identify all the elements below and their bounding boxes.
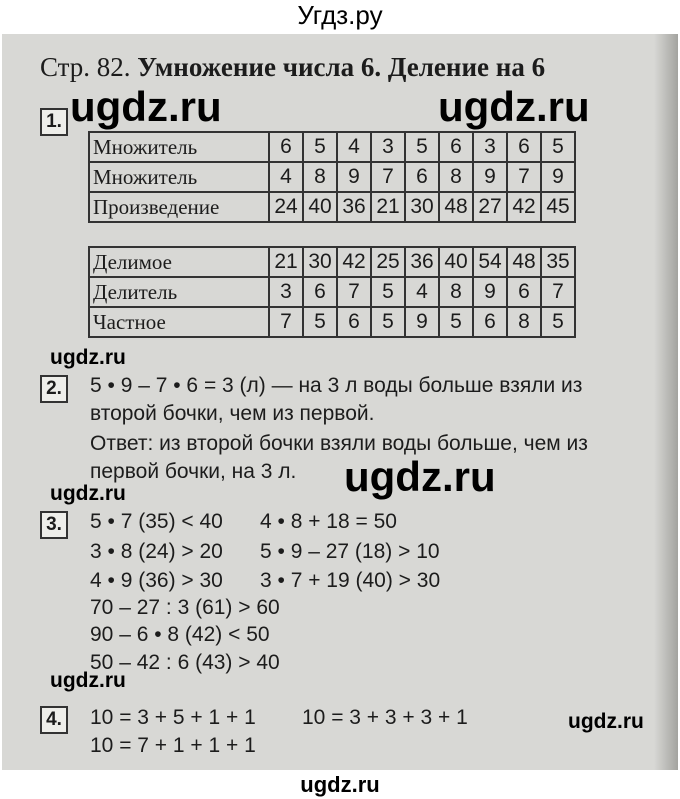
row-label: Делитель	[89, 277, 269, 307]
table-cell: 5	[541, 132, 575, 162]
solution-line: второй бочки, чем из первой.	[90, 402, 375, 425]
table-cell: 7	[541, 277, 575, 307]
comparison: 50 – 42 : 6 (43) > 40	[90, 651, 280, 674]
table-cell: 6	[473, 307, 507, 337]
table-row	[89, 277, 575, 307]
comparison: 5 • 7 (35) < 40	[90, 510, 223, 533]
table-cell: 9	[541, 162, 575, 192]
table-cell: 5	[371, 307, 405, 337]
table-cell: 8	[439, 162, 473, 192]
table-cell: 42	[337, 247, 371, 277]
watermark: ugdz.ru	[344, 453, 496, 500]
table-cell: 5	[439, 307, 473, 337]
equation: 10 = 3 + 5 + 1 + 1	[90, 706, 256, 729]
page-heading	[40, 51, 545, 83]
table-cell: 45	[541, 192, 575, 222]
equation: 10 = 7 + 1 + 1 + 1	[90, 734, 256, 757]
task-number: 4.	[40, 706, 68, 734]
equation: 10 = 3 + 3 + 3 + 1	[302, 706, 468, 729]
table-cell: 27	[473, 192, 507, 222]
watermark: ugdz.ru	[50, 669, 126, 692]
table-cell: 30	[405, 192, 439, 222]
comparison: 4 • 8 + 18 = 50	[260, 510, 397, 533]
table-cell: 24	[269, 192, 303, 222]
task-number: 2.	[40, 375, 68, 403]
table-cell: 25	[371, 247, 405, 277]
table-cell: 3	[473, 132, 507, 162]
table-cell: 36	[337, 192, 371, 222]
table-cell: 3	[269, 277, 303, 307]
comparison: 3 • 8 (24) > 20	[90, 540, 223, 563]
answer-line: первой бочки, на 3 л.	[90, 460, 297, 483]
table-cell: 8	[303, 162, 337, 192]
multiplication-table	[88, 131, 576, 223]
table-cell: 6	[337, 307, 371, 337]
table-cell: 8	[439, 277, 473, 307]
table-cell: 5	[541, 307, 575, 337]
table-cell: 7	[371, 162, 405, 192]
comparison: 4 • 9 (36) > 30	[90, 569, 223, 592]
comparison: 90 – 6 • 8 (42) < 50	[90, 623, 270, 646]
table-cell: 48	[507, 247, 541, 277]
table-cell: 9	[405, 307, 439, 337]
table-cell: 40	[303, 192, 337, 222]
table-cell: 5	[303, 307, 337, 337]
table-cell: 6	[405, 162, 439, 192]
table-cell: 5	[371, 277, 405, 307]
table-cell: 5	[405, 132, 439, 162]
site-header: Угдз.ру	[0, 0, 680, 34]
table-cell: 6	[507, 277, 541, 307]
watermark: ugdz.ru	[568, 710, 644, 733]
table-cell: 21	[269, 247, 303, 277]
task-number: 1.	[40, 108, 68, 136]
comparison: 70 – 27 : 3 (61) > 60	[90, 596, 280, 619]
table-cell: 54	[473, 247, 507, 277]
table-cell: 40	[439, 247, 473, 277]
table-cell: 9	[473, 162, 507, 192]
table-cell: 7	[269, 307, 303, 337]
watermark: ugdz.ru	[438, 83, 590, 130]
table-cell: 6	[439, 132, 473, 162]
table-cell: 48	[439, 192, 473, 222]
textbook-page	[2, 34, 678, 770]
table-cell: 4	[337, 132, 371, 162]
site-footer: ugdz.ru	[0, 770, 680, 799]
solution-line: 5 • 9 – 7 • 6 = 3 (л) — на 3 л воды больше взяли из	[90, 374, 583, 397]
task-number: 3.	[40, 511, 68, 539]
table-cell: 9	[337, 162, 371, 192]
table-cell: 7	[507, 162, 541, 192]
table-cell: 6	[303, 277, 337, 307]
table-row	[89, 162, 575, 192]
table-row	[89, 307, 575, 337]
table-cell: 5	[303, 132, 337, 162]
table-row	[89, 247, 575, 277]
row-label: Частное	[89, 307, 269, 337]
row-label: Множитель	[89, 162, 269, 192]
table-cell: 42	[507, 192, 541, 222]
watermark: ugdz.ru	[50, 346, 126, 369]
comparison: 5 • 9 – 27 (18) > 10	[260, 540, 440, 563]
page-number: Стр. 82.	[40, 52, 131, 82]
table-cell: 8	[507, 307, 541, 337]
table-row	[89, 132, 575, 162]
row-label: Делимое	[89, 247, 269, 277]
answer-line: Ответ: из второй бочки взяли воды больше, чем из	[90, 432, 588, 455]
division-table	[88, 246, 576, 338]
table-cell: 21	[371, 192, 405, 222]
row-label: Множитель	[89, 132, 269, 162]
table-cell: 35	[541, 247, 575, 277]
row-label: Произведение	[89, 192, 269, 222]
table-cell: 30	[303, 247, 337, 277]
table-cell: 6	[269, 132, 303, 162]
table-row	[89, 192, 575, 222]
watermark: ugdz.ru	[50, 482, 126, 505]
table-cell: 6	[507, 132, 541, 162]
table-cell: 9	[473, 277, 507, 307]
watermark: ugdz.ru	[70, 83, 222, 130]
comparison: 3 • 7 + 19 (40) > 30	[260, 569, 441, 592]
table-cell: 4	[405, 277, 439, 307]
table-cell: 7	[337, 277, 371, 307]
table-cell: 4	[269, 162, 303, 192]
table-cell: 3	[371, 132, 405, 162]
page-title: Умножение числа 6. Деление на 6	[137, 52, 546, 82]
table-cell: 36	[405, 247, 439, 277]
